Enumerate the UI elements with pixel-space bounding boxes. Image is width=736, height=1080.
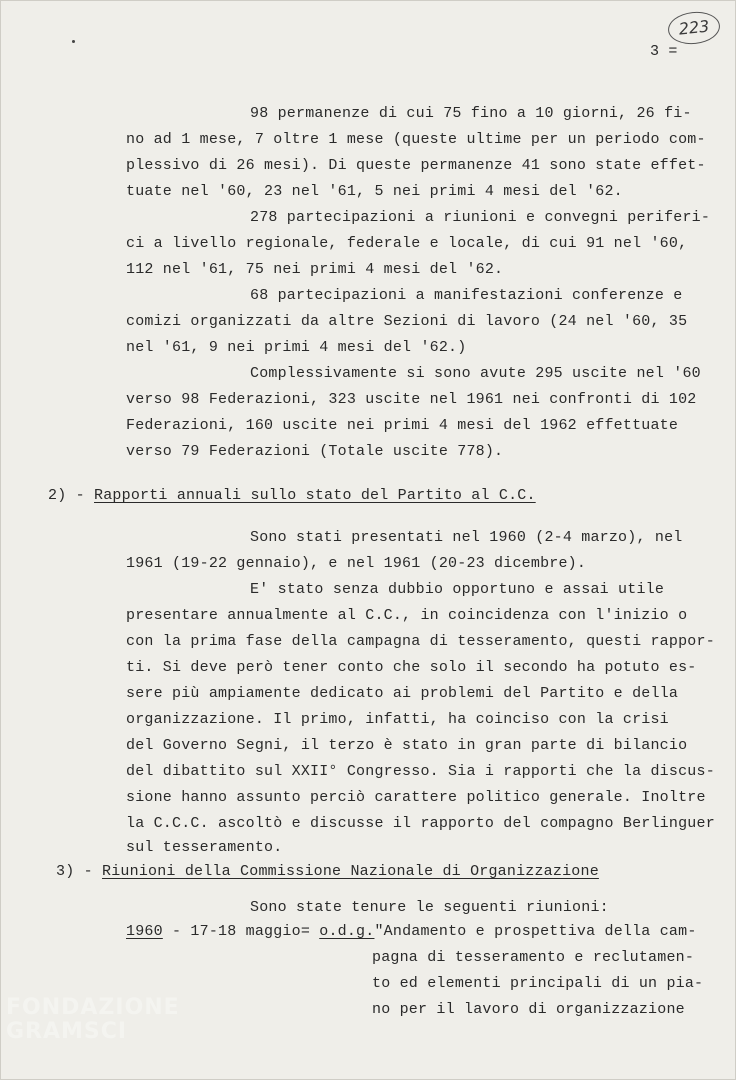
page-number: 3 =: [650, 43, 678, 60]
text-line: plessivo di 26 mesi). Di queste permanenze 41 sono state effet-: [126, 157, 706, 174]
text-line: E' stato senza dubbio opportuno e assai utile: [250, 581, 665, 598]
text-line: Sono state tenure le seguenti riunioni:: [250, 899, 609, 916]
text-line: ci a livello regionale, federale e locale, di cui 91 nel '60,: [126, 235, 688, 252]
meeting-date: - 17-18 maggio=: [162, 923, 320, 940]
text-line: ti. Si deve però tener conto che solo il secondo ha potuto es-: [126, 659, 697, 676]
meeting-odg: o.d.g.: [319, 923, 375, 940]
section-number: 2) -: [48, 487, 85, 504]
ink-speck: [72, 40, 75, 43]
text-line: Complessivamente si sono avute 295 uscite nel '60: [250, 365, 701, 382]
text-line: nel '61, 9 nei primi 4 mesi del '62.): [126, 339, 467, 356]
text-line: comizi organizzati da altre Sezioni di lavoro (24 nel '60, 35: [126, 313, 688, 330]
section-heading-2: [48, 486, 536, 506]
text-line: 112 nel '61, 75 nei primi 4 mesi del '62.: [126, 261, 504, 278]
text-line: del dibattito sul XXII° Congresso. Sia i rapporti che la discus-: [126, 763, 715, 780]
section-heading-3: [56, 862, 599, 882]
text-line: presentare annualmente al C.C., in coincidenza con l'inizio o: [126, 607, 688, 624]
meeting-text: "Andamento e prospettiva della cam-: [374, 923, 697, 940]
meeting-entry: [126, 922, 697, 942]
archive-number-stamp: 223: [666, 9, 721, 46]
text-line: con la prima fase della campagna di tesseramento, questi rappor-: [126, 633, 715, 650]
text-line: to ed elementi principali di un pia-: [372, 975, 704, 992]
text-line: la C.C.C. ascoltò e discusse il rapporto del compagno Berlinguer: [126, 815, 715, 832]
text-line: tuate nel '60, 23 nel '61, 5 nei primi 4 mesi del '62.: [126, 183, 623, 200]
text-line: Sono stati presentati nel 1960 (2-4 marzo), nel: [250, 529, 683, 546]
text-line: sione hanno assunto perciò carattere politico generale. Inoltre: [126, 789, 706, 806]
watermark-line: FONDAZIONE: [6, 995, 180, 1020]
text-line: pagna di tesseramento e reclutamen-: [372, 949, 695, 966]
text-line: sere più ampiamente dedicato ai problemi del Partito e della: [126, 685, 679, 702]
text-line: no ad 1 mese, 7 oltre 1 mese (queste ultime per un periodo com-: [126, 131, 706, 148]
text-line: del Governo Segni, il terzo è stato in gran parte di bilancio: [126, 737, 688, 754]
text-line: organizzazione. Il primo, infatti, ha coinciso con la crisi: [126, 711, 669, 728]
text-line: verso 79 Federazioni (Totale uscite 778).: [126, 443, 504, 460]
section-number: 3) -: [56, 863, 93, 880]
watermark-line: GRAMSCI: [6, 1019, 128, 1044]
text-line: 1961 (19-22 gennaio), e nel 1961 (20-23 dicembre).: [126, 555, 587, 572]
section-title: Riunioni della Commissione Nazionale di Organizzazione: [102, 863, 599, 880]
text-line: sul tesseramento.: [126, 839, 283, 856]
text-line: verso 98 Federazioni, 323 uscite nel 1961 nei confronti di 102: [126, 391, 697, 408]
text-line: no per il lavoro di organizzazione: [372, 1001, 685, 1018]
meeting-year: 1960: [126, 923, 163, 940]
archive-watermark: [6, 996, 180, 1044]
text-line: 68 partecipazioni a manifestazioni conferenze e: [250, 287, 683, 304]
text-line: 98 permanenze di cui 75 fino a 10 giorni, 26 fi-: [250, 105, 692, 122]
section-title: Rapporti annuali sullo stato del Partito al C.C.: [94, 487, 536, 504]
text-line: Federazioni, 160 uscite nei primi 4 mesi del 1962 effettuate: [126, 417, 679, 434]
text-line: 278 partecipazioni a riunioni e convegni periferi-: [250, 209, 711, 226]
